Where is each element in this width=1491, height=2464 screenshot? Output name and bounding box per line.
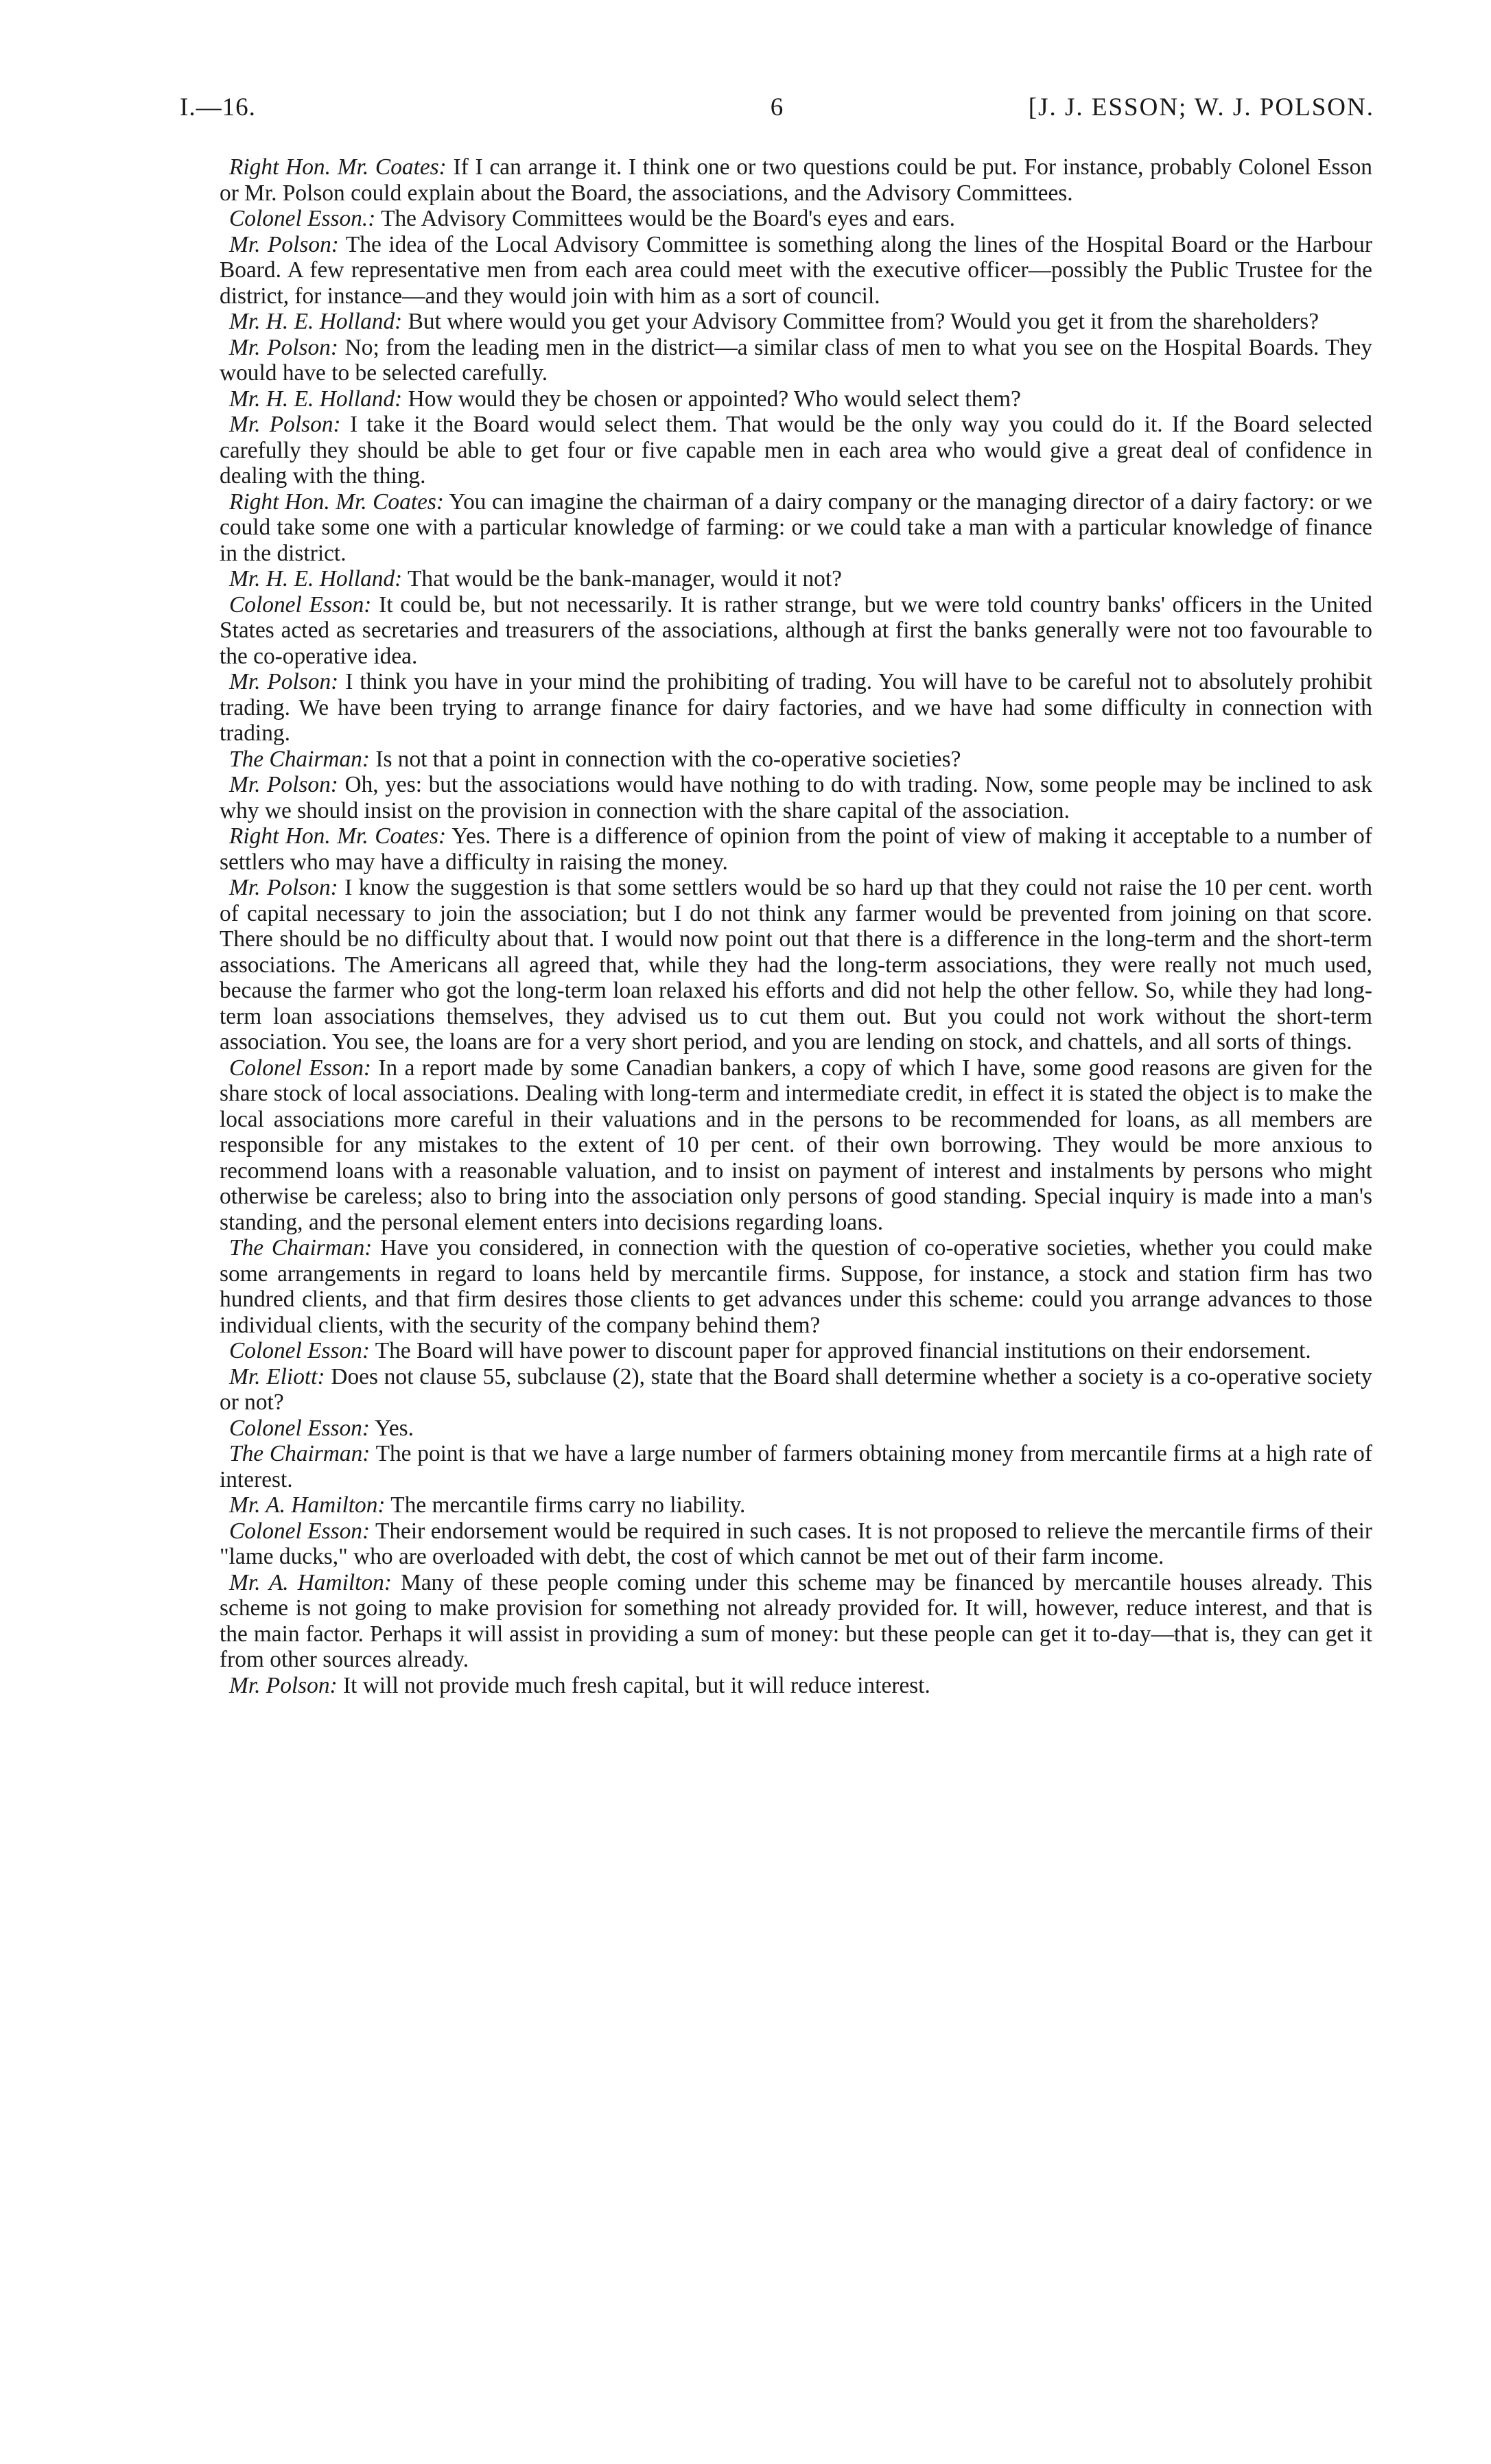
speech-text: In a report made by some Canadian bankers, a copy of which I have, some good reasons are given for the share stock of local associations. Dealing with long-term and intermediate credit, in effect it is stated the object is to make the local associations more careful in their valuations and in the persons to be recommended for loans, as all members are responsible for any mistakes to the extent of 10 per cent. of their own borrowing. They would be more anxious to recommend loans with a reasonable valuation, and to insist on payment of interest and instalments by persons who might otherwise be careless; also to bring into the association only persons of good standing. Special inquiry is made into a man's standing, and the personal element enters into decisions regarding loans. — [220, 1055, 1372, 1235]
page-number: 6 — [770, 93, 784, 121]
transcript-paragraph — [220, 592, 1372, 670]
transcript-paragraph — [220, 206, 1372, 232]
speech-text: I think you have in your mind the prohibiting of trading. You will have to be careful not to absolutely prohibit trading. We have been trying to arrange finance for dairy factories, and we have had some difficulty in connection with trading. — [220, 669, 1372, 746]
transcript-paragraph — [220, 669, 1372, 747]
paper-reference: I.—16. — [180, 93, 256, 121]
transcript-paragraph — [220, 1364, 1372, 1416]
speaker-name: Right Hon. Mr. Coates: — [229, 823, 447, 849]
speech-text: Their endorsement would be required in such cases. It is not proposed to relieve the mercantile firms of their "lame ducks," who are overloaded with debt, the cost of which cannot be met out of their farm income. — [220, 1518, 1372, 1569]
speaker-name: Mr. H. E. Holland: — [229, 386, 403, 412]
speaker-name: Colonel Esson: — [229, 591, 372, 618]
transcript-paragraph — [220, 1235, 1372, 1338]
speaker-name: Mr. H. E. Holland: — [229, 566, 403, 591]
speaker-name: Mr. Polson: — [229, 772, 338, 797]
speaker-name: Mr. H. E. Holland: — [229, 309, 403, 334]
speaker-name: Mr. Polson: — [229, 231, 339, 257]
speaker-name: Colonel Esson: — [229, 1518, 371, 1544]
transcript-body — [220, 154, 1372, 1698]
speech-text: That would be the bank-manager, would it not? — [402, 566, 842, 591]
speech-text: It will not provide much fresh capital, but it will reduce interest. — [337, 1672, 930, 1698]
speech-text: Have you considered, in connection with the question of co-operative societies, whether you could make some arrangements in regard to loans held by mercantile firms. Suppose, for instance, a stock and station firm has two hundred clients, and that firm desires those clients to get advances under this scheme: could you arrange advances to those individual clients, with the security of the company behind them? — [220, 1235, 1372, 1338]
speaker-name: Right Hon. Mr. Coates: — [229, 154, 447, 180]
speech-text: How would they be chosen or appointed? Who would select them? — [402, 386, 1021, 412]
speech-text: The Advisory Committees would be the Board's eyes and ears. — [375, 206, 955, 231]
speaker-name: Colonel Esson: — [229, 1415, 370, 1441]
speech-text: You can imagine the chairman of a dairy company or the managing director of a dairy factory: or we could take some one with a particular knowledge of farming: or we could take a man with a particular knowledge of finance in the district. — [220, 489, 1372, 566]
transcript-paragraph — [220, 1416, 1372, 1442]
transcript-paragraph — [220, 772, 1372, 823]
speaker-name: Right Hon. Mr. Coates: — [229, 489, 445, 515]
speaker-name: Colonel Esson: — [229, 1055, 372, 1081]
transcript-paragraph — [220, 335, 1372, 386]
speaker-name: Colonel Esson.: — [229, 206, 376, 231]
page-header — [180, 93, 1374, 134]
transcript-paragraph — [220, 566, 1372, 592]
transcript-paragraph — [220, 412, 1372, 489]
speech-text: But where would you get your Advisory Committee from? Would you get it from the shareholders? — [402, 309, 1319, 334]
transcript-paragraph — [220, 232, 1372, 309]
speaker-name: Mr. Polson: — [229, 412, 341, 437]
speaker-name: Colonel Esson: — [229, 1338, 370, 1363]
speech-text: Is not that a point in connection with the co-operative societies? — [370, 746, 961, 772]
speaker-name: Mr. Polson: — [229, 1672, 338, 1698]
transcript-paragraph — [220, 309, 1372, 335]
transcript-paragraph — [220, 1441, 1372, 1492]
transcript-paragraph — [220, 1570, 1372, 1673]
transcript-paragraph — [220, 1338, 1372, 1364]
speech-text: Oh, yes: but the associations would have nothing to do with trading. Now, some people may be inclined to ask why we should insist on the provision in connection with the share capital of the association. — [220, 772, 1372, 823]
speech-text: It could be, but not necessarily. It is rather strange, but we were told country banks' officers in the United States acted as secretaries and treasurers of the associations, although at first the banks generally were not too favourable to the co-operative idea. — [220, 591, 1373, 669]
speech-text: The Board will have power to discount paper for approved financial institutions on their endorsement. — [369, 1338, 1311, 1363]
speech-text: Many of these people coming under this scheme may be financed by mercantile houses already. This scheme is not going to make provision for something not already provided for. It will, however, reduce interest, and that is the main factor. Perhaps it will assist in providing a sum of money: but these people can get it to-day—that is, they can get it from other sources already. — [220, 1569, 1372, 1672]
speaker-name: Mr. Polson: — [229, 875, 338, 900]
witness-names: [J. J. ESSON; W. J. POLSON. — [1028, 93, 1374, 121]
speech-text: The point is that we have a large number of farmers obtaining money from mercantile firms at a high rate of interest. — [220, 1441, 1372, 1492]
speech-text: Yes. — [369, 1415, 414, 1441]
speaker-name: Mr. Polson: — [229, 669, 339, 694]
transcript-paragraph — [220, 489, 1372, 567]
speaker-name: Mr. A. Hamilton: — [229, 1492, 386, 1518]
transcript-paragraph — [220, 386, 1372, 412]
transcript-paragraph — [220, 875, 1372, 1055]
transcript-paragraph — [220, 1518, 1372, 1570]
transcript-paragraph — [220, 823, 1372, 875]
speaker-name: The Chairman: — [229, 1441, 371, 1466]
transcript-paragraph — [220, 1492, 1372, 1518]
speaker-name: The Chairman: — [229, 1235, 373, 1260]
speaker-name: Mr. Polson: — [229, 334, 338, 360]
speech-text: No; from the leading men in the district—a similar class of men to what you see on the Hospital Boards. They would have to be selected carefully. — [220, 334, 1372, 386]
speech-text: Does not clause 55, subclause (2), state that the Board shall determine whether a society is a co-operative society or not? — [220, 1363, 1372, 1415]
speaker-name: The Chairman: — [229, 746, 370, 772]
speech-text: The mercantile firms carry no liability. — [385, 1492, 746, 1518]
transcript-paragraph — [220, 1673, 1372, 1699]
transcript-paragraph — [220, 1055, 1372, 1236]
speaker-name: Mr. Eliott: — [229, 1363, 325, 1389]
speech-text: Yes. There is a difference of opinion from the point of view of making it acceptable to a number of settlers who may have a difficulty in raising the money. — [220, 823, 1372, 875]
speech-text: I take it the Board would select them. That would be the only way you could do it. If the Board selected carefully they should be able to get four or five capable men in each area who would give a great deal of confidence in dealing with the thing. — [220, 412, 1372, 489]
transcript-paragraph — [220, 154, 1372, 206]
speech-text: If I can arrange it. I think one or two questions could be put. For instance, probably Colonel Esson or Mr. Polson could explain about the Board, the associations, and the Advisory Committees. — [220, 154, 1372, 206]
speech-text: The idea of the Local Advisory Committee is something along the lines of the Hospital Board or the Harbour Board. A few representative men from each area could meet with the executive officer—possibly the Public Trustee for the district, for instance—and they would join with him as a sort of council. — [220, 231, 1372, 309]
speaker-name: Mr. A. Hamilton: — [229, 1569, 392, 1595]
speech-text: I know the suggestion is that some settlers would be so hard up that they could not raise the 10 per cent. worth of capital necessary to join the association; but I do not think any farmer would be prevented from joining on that score. There should be no difficulty about that. I would now point out that there is a difference in the long-term and the short-term associations. The Americans all agreed that, while they had the long-term associations, they were really not much used, because the farmer who got the long-term loan relaxed his efforts and did not help the other fellow. So, while they had long-term loan associations themselves, they advised us to cut them out. But you could not work without the short-term association. You see, the loans are for a very short period, and you are lending on stock, and chattels, and all sorts of things. — [220, 875, 1372, 1055]
transcript-paragraph — [220, 747, 1372, 773]
